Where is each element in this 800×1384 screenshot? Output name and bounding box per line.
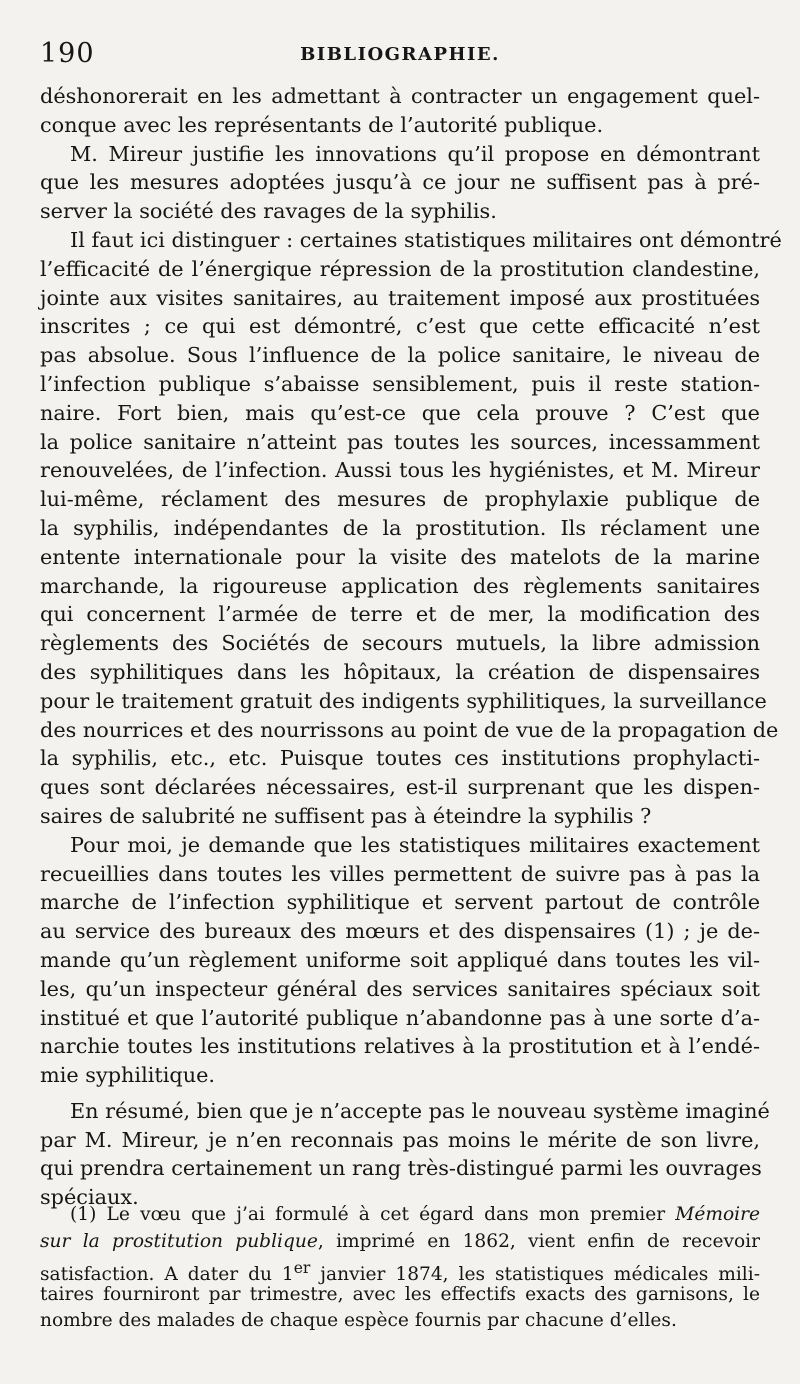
footnote-line: taires fourniront par trimestre, avec les effectifs exacts des garnisons, le: [40, 1283, 760, 1305]
text-line: server la société des ravages de la syphilis.: [40, 199, 497, 224]
text-line: pas absolue. Sous l’influence de la police sanitaire, le niveau de: [40, 343, 760, 368]
text-line: l’infection publique s’abaisse sensiblement, puis il reste station-: [40, 371, 760, 396]
text-line: marchande, la rigoureuse application des règlements sanitaires: [40, 573, 760, 598]
text-line: des syphilitiques dans les hôpitaux, la création de dispensaires: [40, 659, 760, 684]
text-line: mie syphilitique.: [40, 1063, 216, 1088]
footnote-line: (1) Le vœu que j’ai formulé à cet égard dans mon premier Mémoire: [70, 1204, 760, 1225]
text-line: recueillies dans toutes les villes permettent de suivre pas à pas la: [40, 861, 760, 886]
superscript: er: [293, 1259, 311, 1277]
footnote-title-part: sur la prostitution publique: [40, 1230, 318, 1252]
text-line: la police sanitaire n’atteint pas toutes les sources, incessamment: [40, 429, 760, 454]
footnote-line: satisfaction. A dater du 1er janvier 1874, les statistiques médicales mili-: [40, 1259, 760, 1286]
text-line: déshonorerait en les admettant à contracter un engagement quel-: [40, 84, 760, 108]
text-line: marche de l’infection syphilitique et servent partout de contrôle: [40, 890, 760, 915]
text-line: lui-même, réclament des mesures de prophylaxie publique de: [40, 487, 760, 512]
text-line: la syphilis, etc., etc. Puisque toutes ces institutions prophylacti-: [40, 746, 760, 771]
text-line: les, qu’un inspecteur général des services sanitaires spéciaux soit: [40, 976, 760, 1001]
text-line: qui prendra certainement un rang très-distingué parmi les ouvrages: [40, 1156, 762, 1181]
body-text: [40, 82, 782, 1212]
running-head: BIBLIOGRAPHIE.: [300, 44, 500, 65]
text-line: narchie toutes les institutions relatives à la prostitution et à l’endé-: [40, 1034, 760, 1059]
text-line: au service des bureaux des mœurs et des dispensaires (1) ; je de-: [40, 919, 760, 944]
text-line: conque avec les représentants de l’autorité publique.: [40, 112, 604, 137]
text-line: Il faut ici distinguer : certaines statistiques militaires ont démontré: [70, 227, 782, 252]
text-line: jointe aux visites sanitaires, au traitement imposé aux prostituées: [40, 285, 760, 310]
text-line: naire. Fort bien, mais qu’est-ce que cela prouve ? C’est que: [40, 400, 760, 425]
text-line: institué et que l’autorité publique n’abandonne pas à une sorte d’a-: [40, 1005, 760, 1030]
page-header: [40, 38, 760, 74]
text-line: pour le traitement gratuit des indigents syphilitiques, la surveillance: [40, 688, 767, 713]
text-line: inscrites ; ce qui est démontré, c’est que cette efficacité n’est: [40, 314, 760, 339]
text-line: que les mesures adoptées jusqu’à ce jour ne suffisent pas à pré-: [40, 170, 760, 195]
text-line: En résumé, bien que je n’accepte pas le nouveau système imaginé: [70, 1098, 770, 1123]
text-line: renouvelées, de l’infection. Aussi tous les hygiénistes, et M. Mireur: [40, 458, 760, 483]
text-line: qui concernent l’armée de terre et de mer, la modification des: [40, 602, 760, 627]
footnote-line: sur la prostitution publique, imprimé en 1862, vient enfin de recevoir: [40, 1230, 760, 1252]
text-line: ques sont déclarées nécessaires, est-il surprenant que les dispen-: [40, 775, 760, 800]
text-line: Pour moi, je demande que les statistiques militaires exactement: [70, 832, 760, 857]
text-line: spéciaux.: [40, 1185, 139, 1210]
text-line: des nourrices et des nourrissons au point de vue de la propagation de: [40, 717, 779, 742]
text-line: par M. Mireur, je n’en reconnais pas moins le mérite de son livre,: [40, 1127, 760, 1152]
footnote-title-part: Mémoire: [675, 1204, 760, 1225]
text-line: M. Mireur justifie les innovations qu’il propose en démontrant: [70, 141, 760, 166]
text-line: règlements des Sociétés de secours mutuels, la libre admission: [40, 631, 760, 656]
page-number: 190: [40, 38, 95, 69]
footnote: [40, 1202, 760, 1335]
text-line: mande qu’un règlement uniforme soit appliqué dans toutes les vil-: [40, 947, 760, 972]
text-line: saires de salubrité ne suffisent pas à éteindre la syphilis ?: [40, 803, 652, 828]
footnote-line: nombre des malades de chaque espèce fournis par chacune d’elles.: [40, 1310, 677, 1331]
text-line: l’efficacité de l’énergique répression de la prostitution clandestine,: [40, 256, 760, 281]
text-line: la syphilis, indépendantes de la prostitution. Ils réclament une: [40, 515, 760, 540]
text-line: entente internationale pour la visite des matelots de la marine: [40, 544, 760, 569]
